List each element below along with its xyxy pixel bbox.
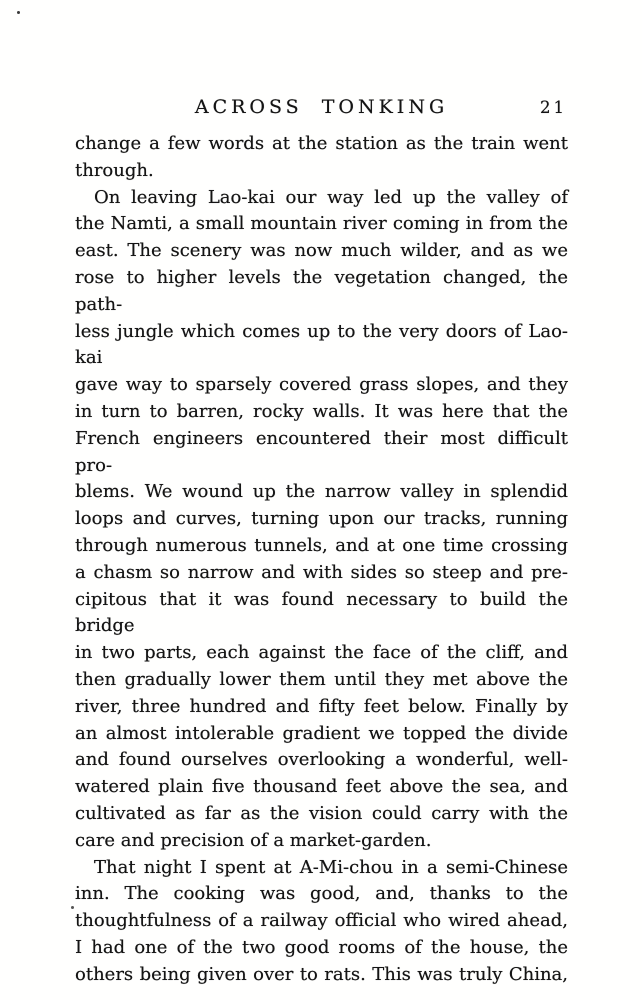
text-line: blems. We wound up the narrow valley in splendid <box>75 481 568 503</box>
text-line: change a few words at the station as the train went <box>75 133 568 154</box>
text-line: east. The scenery was now much wilder, and as we <box>75 240 568 262</box>
text-line: French engineers encountered their most difficult pro- <box>75 427 568 476</box>
scan-speck-icon <box>71 906 74 909</box>
text-line: watered plain five thousand feet above the sea, and <box>75 776 568 798</box>
text-line: a chasm so narrow and with sides so steep and pre- <box>75 561 568 583</box>
text-line: and found ourselves overlooking a wonderful, well- <box>75 749 568 771</box>
page-body-text <box>75 131 568 989</box>
running-header <box>75 96 568 118</box>
scan-speck-icon <box>17 11 20 14</box>
text-line: inn. The cooking was good, and, thanks to the <box>75 883 568 905</box>
text-line: That night I spent at A-Mi-chou in a semi-Chinese <box>94 856 568 878</box>
text-line: cultivated as far as the vision could carry with the <box>75 802 568 824</box>
text-line: thoughtfulness of a railway official who wired ahead, <box>75 910 568 932</box>
text-line: On leaving Lao-kai our way led up the valley of <box>94 186 568 208</box>
text-line: in two parts, each against the face of the cliff, and <box>75 642 568 664</box>
text-line: care and precision of a market-garden. <box>75 829 432 851</box>
text-line: then gradually lower them until they met above the <box>75 668 568 690</box>
page-header-title: ACROSS TONKING <box>194 96 449 118</box>
text-line: loops and curves, turning upon our tracks, running <box>75 508 568 530</box>
text-line: I had one of the two good rooms of the house, the <box>75 936 568 958</box>
text-line: cipitous that it was found necessary to build the bridge <box>75 588 568 637</box>
text-line: an almost intolerable gradient we topped the divide <box>75 722 568 744</box>
text-line: through. <box>75 159 154 181</box>
text-line: river, three hundred and fifty feet below. Finally by <box>75 695 568 717</box>
text-line: the Namti, a small mountain river coming in from the <box>75 213 568 235</box>
page-number: 21 <box>540 98 567 117</box>
text-line: others being given over to rats. This was truly China, <box>75 963 568 985</box>
text-line: in turn to barren, rocky walls. It was here that the <box>75 400 568 422</box>
text-line: less jungle which comes up to the very doors of Lao-kai <box>75 320 568 369</box>
text-line: gave way to sparsely covered grass slopes, and they <box>75 374 568 396</box>
text-line: through numerous tunnels, and at one time crossing <box>75 534 568 556</box>
text-line: rose to higher levels the vegetation changed, the path- <box>75 266 568 315</box>
